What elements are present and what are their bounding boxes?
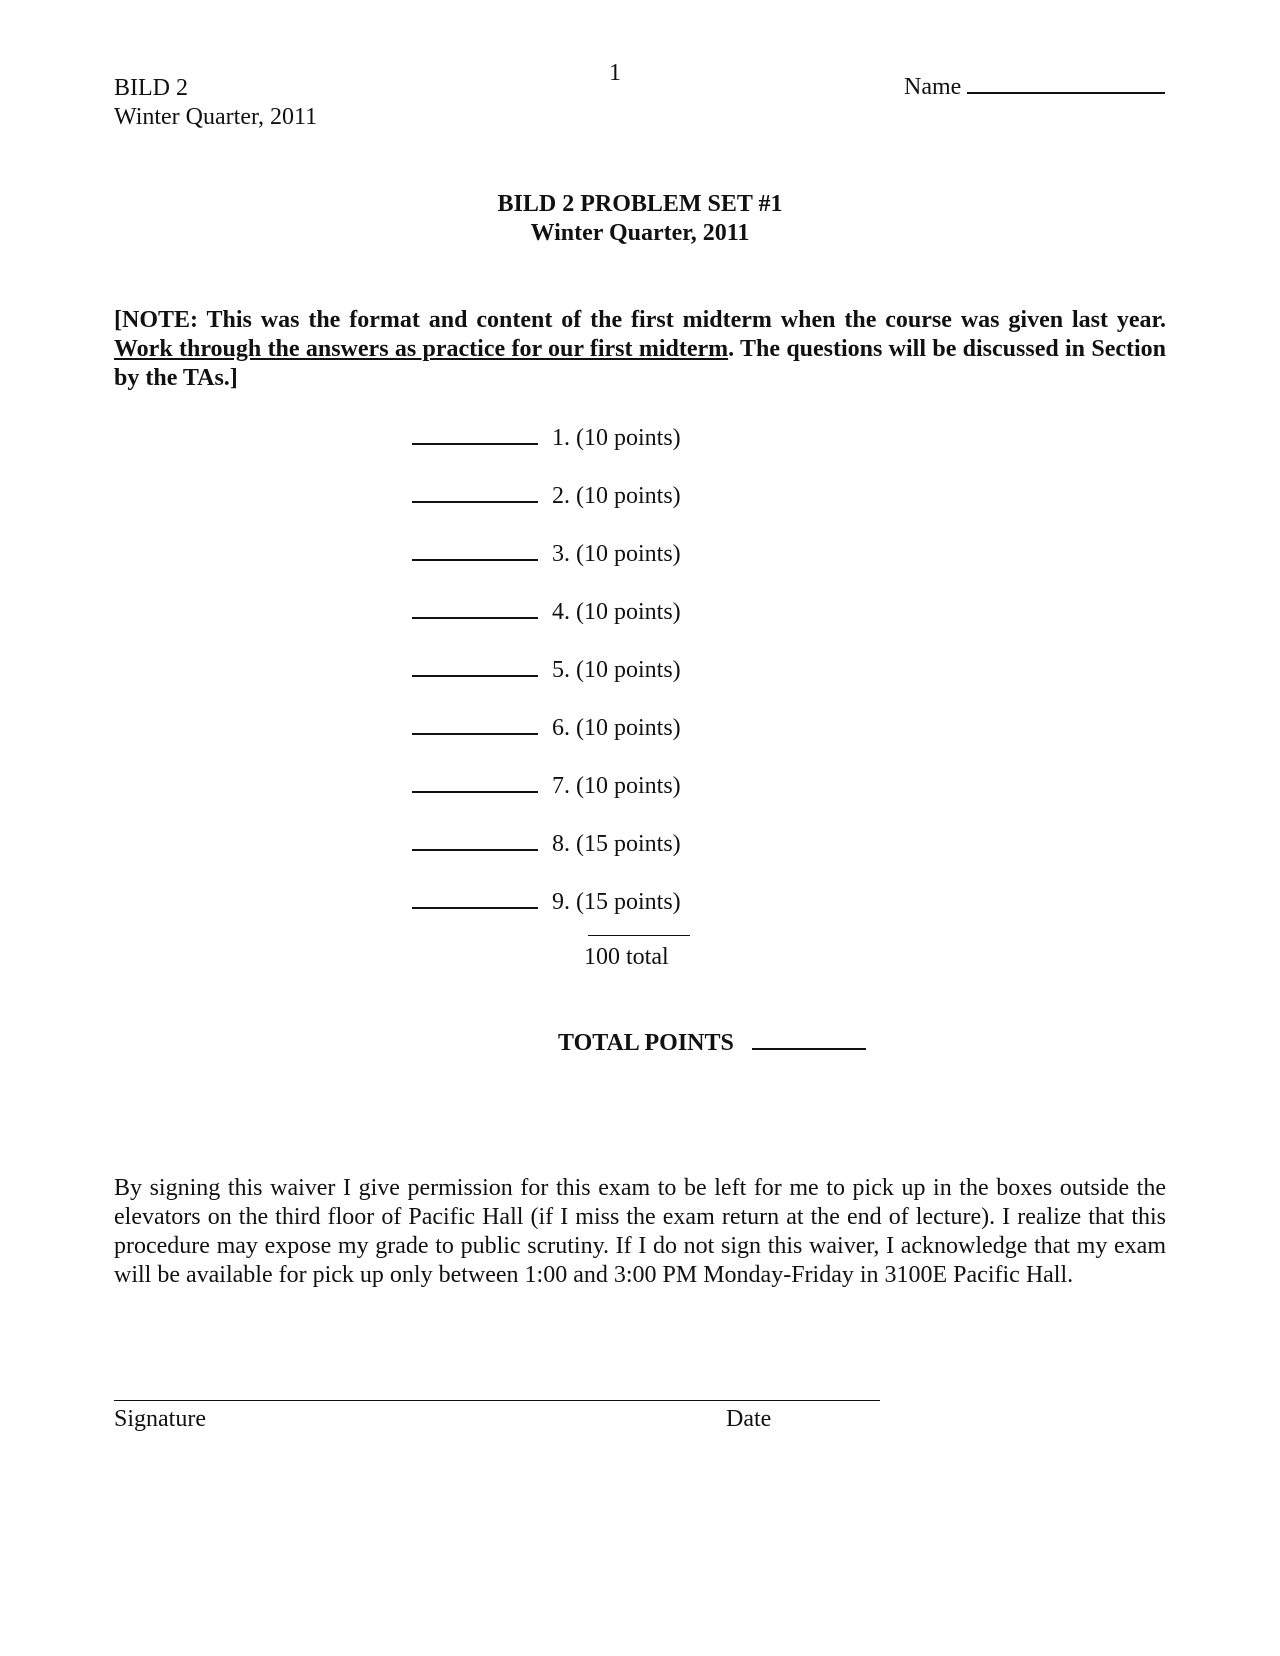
term-label: Winter Quarter, 2011 xyxy=(114,104,318,130)
signature-label: Signature xyxy=(114,1406,206,1432)
score-row xyxy=(412,714,812,743)
note-underlined-text: Work through the answers as practice for our first midterm xyxy=(114,336,729,362)
note-paragraph xyxy=(114,306,1166,393)
score-blank[interactable] xyxy=(412,889,538,909)
waiver-paragraph: By signing this waiver I give permission for this exam to be left for me to pick up in the boxes outside the elevators on the third floor of Pacific Hall (if I miss the exam return at the end of lecture). I realize that this procedure may expose my grade to public scrutiny. If I do not sign this waiver, I acknowledge that my exam will be available for pick up only between 1:00 and 3:00 PM Monday-Friday in 3100E Pacific Hall. xyxy=(114,1175,1166,1288)
note-text-1: [NOTE: This was the format and content of the first midterm when the course was given last year. xyxy=(114,307,1166,333)
total-points-label: TOTAL POINTS xyxy=(558,1030,734,1056)
score-blank[interactable] xyxy=(412,541,538,561)
score-blank[interactable] xyxy=(412,425,538,445)
score-item-label: 4. (10 points) xyxy=(552,599,681,625)
score-row xyxy=(412,482,812,511)
title-line-2: Winter Quarter, 2011 xyxy=(530,220,750,246)
score-item-label: 1. (10 points) xyxy=(552,425,681,451)
score-item-label: 2. (10 points) xyxy=(552,483,681,509)
score-blank[interactable] xyxy=(412,715,538,735)
score-row xyxy=(412,830,812,859)
score-item-label: 3. (10 points) xyxy=(552,541,681,567)
score-row xyxy=(412,888,812,917)
note-text-2: . The questions will be discussed in Section by the TAs.] xyxy=(114,336,1167,391)
page-title xyxy=(0,190,1280,248)
score-blank[interactable] xyxy=(412,831,538,851)
total-points-field[interactable] xyxy=(558,1030,866,1057)
score-item-label: 7. (10 points) xyxy=(552,773,681,799)
course-name: BILD 2 xyxy=(114,75,188,101)
name-field[interactable] xyxy=(904,74,1165,101)
score-item-label: 8. (15 points) xyxy=(552,831,681,857)
course-header xyxy=(114,74,317,132)
name-blank[interactable] xyxy=(967,74,1165,94)
title-line-1: BILD 2 PROBLEM SET #1 xyxy=(497,191,783,217)
signature-line[interactable] xyxy=(114,1400,880,1401)
score-item-label: 9. (15 points) xyxy=(552,889,681,915)
total-label: 100 total xyxy=(584,944,669,970)
score-item-label: 6. (10 points) xyxy=(552,715,681,741)
score-row xyxy=(412,656,812,685)
score-blank[interactable] xyxy=(412,773,538,793)
score-blank[interactable] xyxy=(412,483,538,503)
date-label: Date xyxy=(726,1406,772,1432)
score-row xyxy=(412,424,812,453)
score-row xyxy=(412,598,812,627)
score-blank[interactable] xyxy=(412,657,538,677)
score-row xyxy=(412,540,812,569)
score-row xyxy=(412,772,812,801)
score-item-label: 5. (10 points) xyxy=(552,657,681,683)
name-label: Name xyxy=(904,74,962,100)
page-number: 1 xyxy=(609,60,621,86)
total-points-blank[interactable] xyxy=(752,1030,866,1050)
score-blank[interactable] xyxy=(412,599,538,619)
total-divider xyxy=(588,935,690,936)
